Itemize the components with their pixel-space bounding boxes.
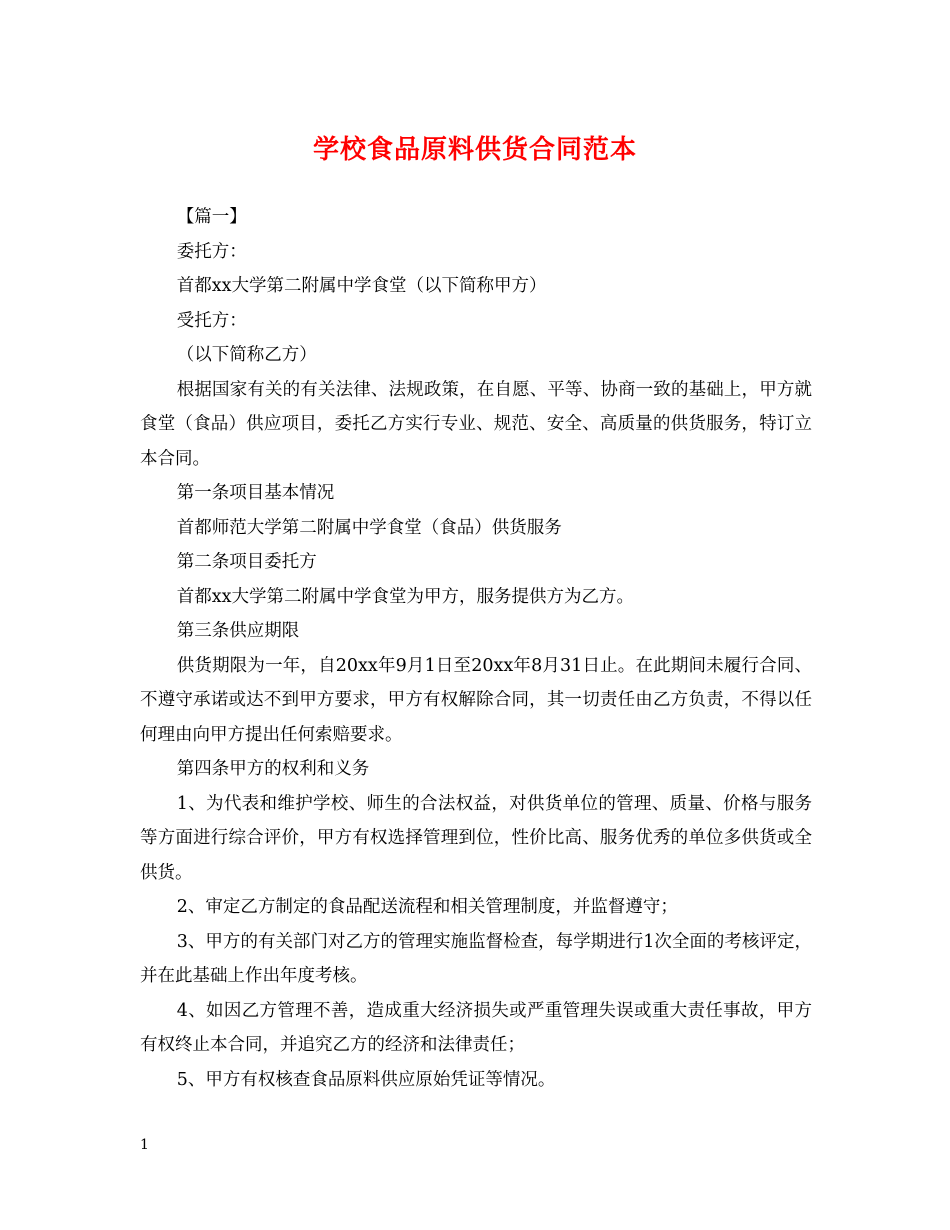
paragraph-article-1-body: 首都师范大学第二附属中学食堂（食品）供货服务	[176, 517, 562, 538]
paragraph-contractor-name: （以下简称乙方）	[176, 345, 317, 365]
page-number: 1	[140, 1137, 149, 1153]
document-title: 学校食品原料供货合同范本	[312, 135, 637, 165]
paragraph-article-1-heading: 第一条项目基本情况	[176, 483, 335, 503]
paragraph-contractor-label: 受托方：	[176, 310, 247, 331]
document-body	[140, 200, 812, 1097]
paragraph-article-4-item-2: 2、审定乙方制定的食品配送流程和相关管理制度，并监督遵守；	[176, 897, 678, 917]
paragraph-article-2-heading: 第二条项目委托方	[176, 552, 317, 572]
paragraph-article-2-body: 首都xx大学第二附属中学食堂为甲方，服务提供方为乙方。	[176, 586, 634, 607]
paragraph-article-3-heading: 第三条供应期限	[176, 621, 300, 641]
paragraph-preamble: 根据国家有关的有关法律、法规政策，在自愿、平等、协商一致的基础上，甲方就食堂（食品）供应项目，委托乙方实行专业、规范、安全、高质量的供货服务，特订立本合同。	[140, 379, 812, 469]
paragraph-article-4-item-5: 5、甲方有权核查食品原料供应原始凭证等情况。	[176, 1069, 556, 1090]
paragraph-article-4-item-4: 4、如因乙方管理不善，造成重大经济损失或严重管理失误或重大责任事故，甲方有权终止本合同，并追究乙方的经济和法律责任；	[140, 1000, 812, 1055]
paragraph-client-name: 首都xx大学第二附属中学食堂（以下简称甲方）	[176, 276, 547, 296]
paragraph-article-3-body: 供货期限为一年，自20xx年9月1日至20xx年8月31日止。在此期间未履行合同、不遵守承诺或达不到甲方要求，甲方有权解除合同，其一切责任由乙方负责，不得以任何理由向甲方提出任何索赔要求。	[140, 655, 812, 745]
paragraph-article-4-item-3: 3、甲方的有关部门对乙方的管理实施监督检查，每学期进行1次全面的考核评定，并在此基础上作出年度考核。	[140, 931, 812, 986]
paragraph-client-label: 委托方：	[176, 241, 247, 262]
paragraph-article-4-item-1: 1、为代表和维护学校、师生的合法权益，对供货单位的管理、质量、价格与服务等方面进行综合评价，甲方有权选择管理到位，性价比高、服务优秀的单位多供货或全供货。	[140, 793, 812, 883]
paragraph-section-heading: 【篇一】	[176, 207, 247, 227]
paragraph-article-4-heading: 第四条甲方的权利和义务	[176, 759, 370, 779]
